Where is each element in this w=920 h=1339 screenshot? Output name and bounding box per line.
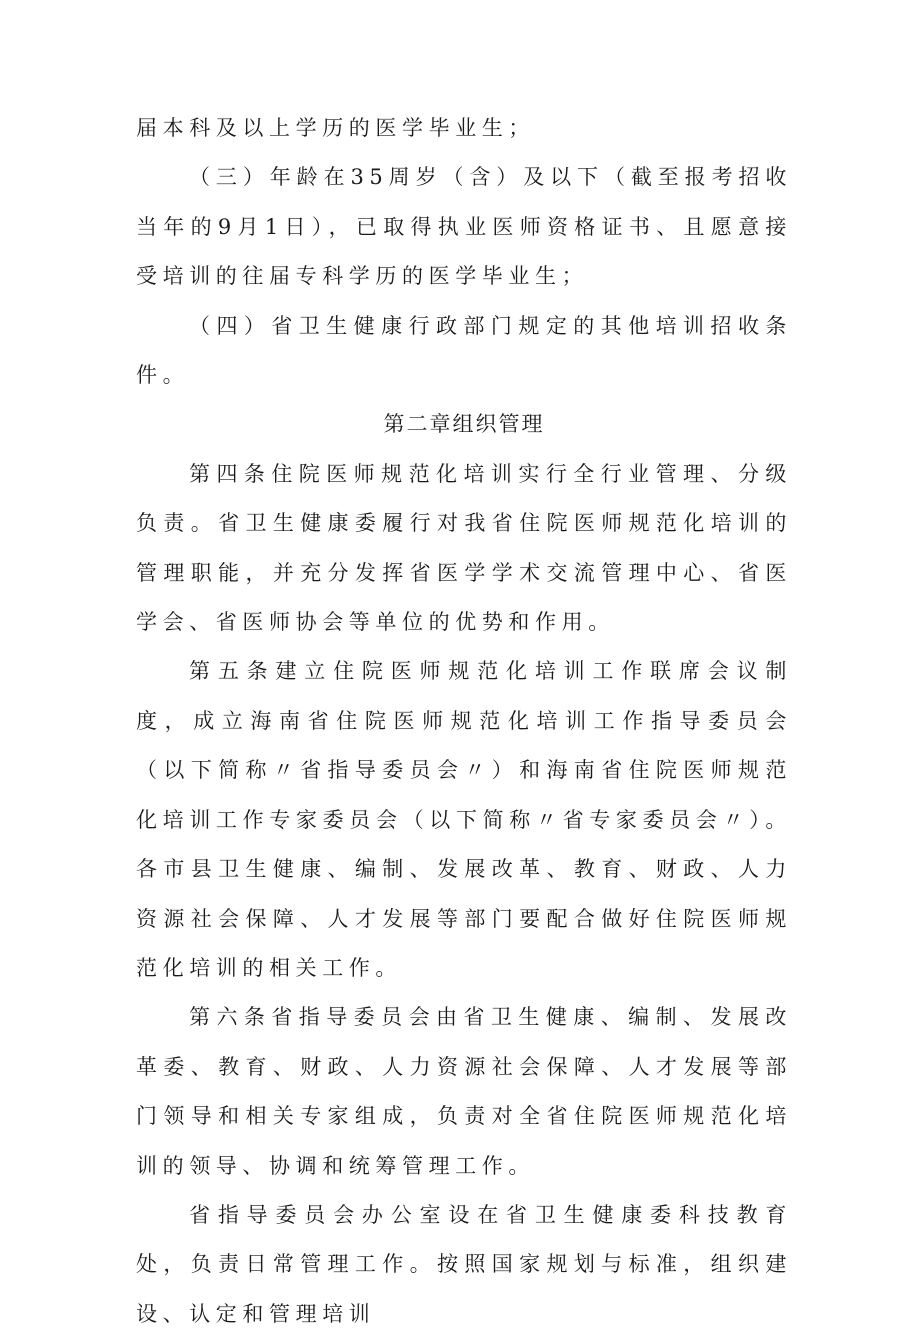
paragraph-article-four: 第四条住院医师规范化培训实行全行业管理、分级负责。省卫生健康委履行对我省住院医师规范化培训的管理职能，并充分发挥省医学学术交流管理中心、省医学会、省医师协会等单位的优势和作用。: [136, 461, 792, 635]
paragraph-continuation: 届本科及以上学历的医学毕业生；: [136, 116, 535, 140]
chapter-heading: 第二章组织管理: [383, 412, 545, 437]
document-page: [136, 104, 792, 1339]
paragraph-committee-office: 省指导委员会办公室设在省卫生健康委科技教育处，负责日常管理工作。按照国家规划与标准，组织建设、认定和管理培训: [136, 1202, 792, 1326]
paragraph-article-six: 第六条省指导委员会由省卫生健康、编制、发展改革委、教育、财政、人力资源社会保障、人才发展等部门领导和相关专家组成，负责对全省住院医师规范化培训的领导、协调和统筹管理工作。: [136, 1005, 792, 1178]
paragraph-item-three: （三）年龄在35周岁（含）及以下（截至报考招收当年的9月1日），已取得执业医师资格证书、且愿意接受培训的往届专科学历的医学毕业生；: [136, 165, 792, 289]
paragraph-item-four: （四）省卫生健康行政部门规定的其他培训招收条件。: [136, 313, 792, 388]
paragraph-article-five: 第五条建立住院医师规范化培训工作联席会议制度，成立海南省住院医师规范化培训工作指导委员会（以下简称〃省指导委员会〃）和海南省住院医师规范化培训工作专家委员会（以下简称〃省专家委员会〃）。各市县卫生健康、编制、发展改革、教育、财政、人力资源社会保障、人才发展等部门要配合做好住院医师规范化培训的相关工作。: [136, 659, 792, 980]
